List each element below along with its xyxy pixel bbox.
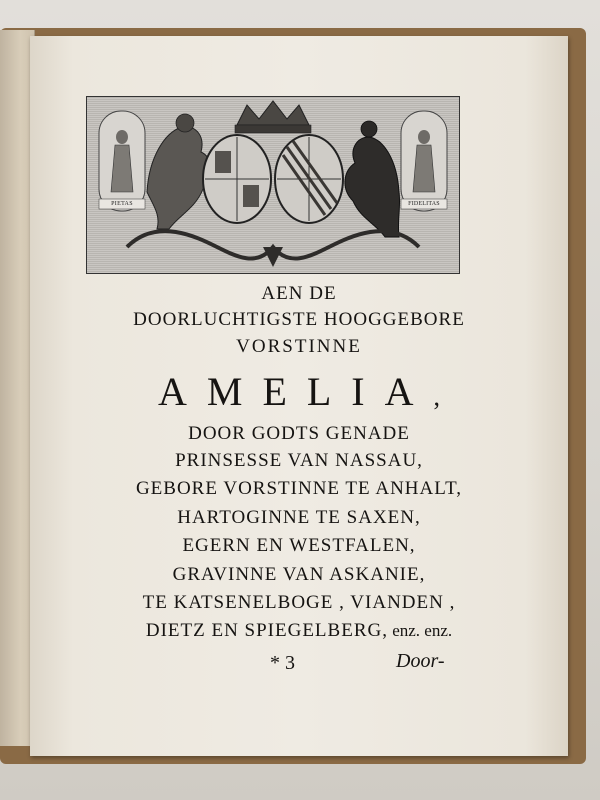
dedication-line-hartoginne: HARTOGINNE TE SAXEN, [177, 507, 421, 528]
signature-mark: * 3 [270, 652, 295, 674]
dedication-line-egern: EGERN EN WESTFALEN, [182, 535, 416, 556]
dedication-line-dietz-text: DIETZ EN SPIEGELBERG, [145, 620, 388, 641]
dedication-line-dietz [30, 620, 568, 642]
dedication-line-door-godts: DOOR GODTS GENADE [188, 423, 410, 444]
dedication-line-doorluchtigste: DOORLUCHTIGSTE HOOGGEBORE [133, 309, 465, 330]
catchword: Door- [396, 650, 445, 672]
banner-pietas: PIETAS [111, 201, 133, 207]
dedication-name-comma: , [433, 382, 441, 411]
dedication-name-text: AMELIA [157, 369, 434, 414]
dedication-line-gebore: GEBORE VORSTINNE TE ANHALT, [135, 478, 463, 499]
dedication-line-vorstinne: VORSTINNE [236, 336, 362, 357]
banner-fidelitas: FIDELITAS [408, 201, 440, 207]
coat-of-arms-illustration [87, 97, 459, 273]
dedication-line-katsenelboge: TE KATSENELBOGE , VIANDEN , [142, 592, 456, 613]
dedication-line-aen-de: AEN DE [261, 283, 337, 304]
dedication-line-enz: enz. enz. [387, 621, 453, 640]
dedication-line-gravinne: GRAVINNE VAN ASKANIE, [172, 564, 426, 585]
dedication-name [30, 368, 568, 415]
dedication-line-prinsesse: PRINSESSE VAN NASSAU, [175, 450, 423, 471]
coat-of-arms-engraving [86, 96, 460, 274]
